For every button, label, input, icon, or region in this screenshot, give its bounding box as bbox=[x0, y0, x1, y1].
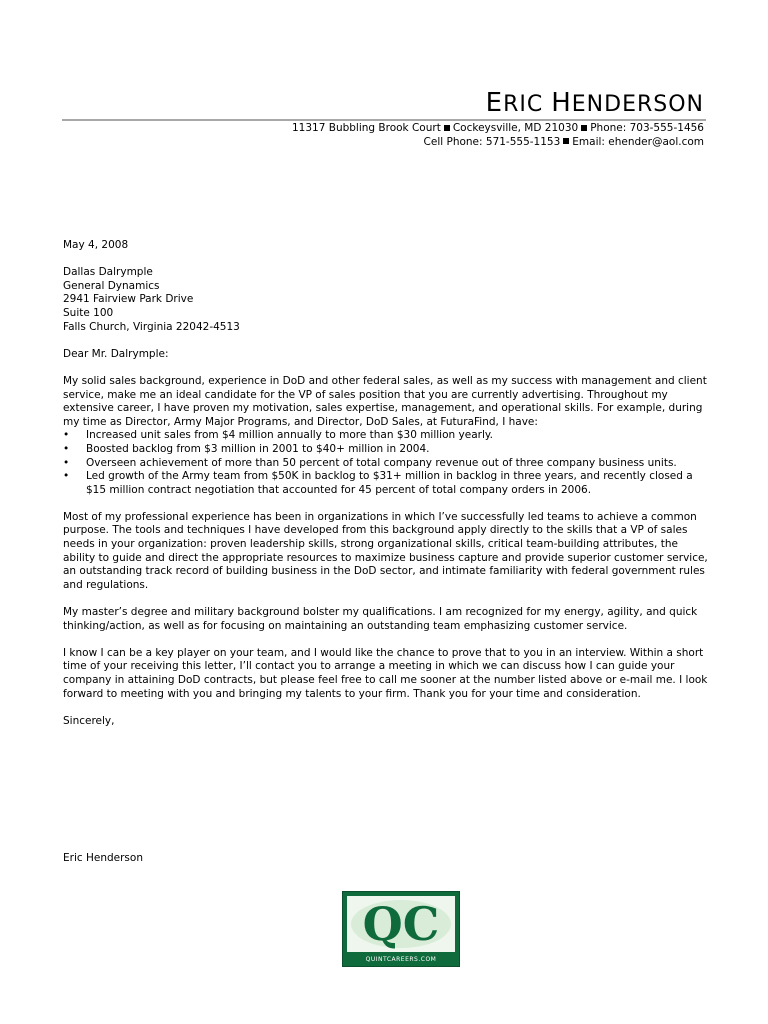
name-first-rest: RIC bbox=[503, 92, 544, 117]
list-item: • Increased unit sales from $4 million annually to more than $30 million yearly. bbox=[63, 429, 708, 443]
phone: Phone: 703-555-1456 bbox=[590, 122, 704, 134]
closing: Sincerely, bbox=[63, 714, 115, 727]
recipient-line: Suite 100 bbox=[63, 306, 114, 319]
name-first-initial: E bbox=[485, 88, 504, 118]
signature-name: Eric Henderson bbox=[63, 852, 143, 864]
sender-name bbox=[486, 88, 704, 120]
intro-paragraph: My solid sales background, experience in DoD and other federal sales, as well as my success with management and client service, make me an ideal candidate for the VP of sales position that you are currently advertising. Throughout my extensive career, I have proven my motivation, sales expertise, management, and operational skills. For example, during my time as Director, Army Major Programs, and Director, DoD Sales, at FuturaFind, I have: bbox=[63, 374, 707, 428]
list-item: • Boosted backlog from $3 million in 2001 to $40+ million in 2004. bbox=[63, 443, 708, 457]
qc-logo-icon bbox=[347, 896, 455, 952]
list-item: • Overseen achievement of more than 50 percent of total company revenue out of three company business units. bbox=[63, 457, 708, 471]
contact-line-2 bbox=[292, 136, 704, 150]
recipient-line: Dallas Dalrymple bbox=[63, 266, 153, 279]
square-bullet-icon bbox=[444, 125, 450, 131]
logo-footer: QUINTCAREERS.COM bbox=[365, 956, 437, 963]
recipient-line: 2941 Fairview Park Drive bbox=[63, 293, 194, 306]
paragraph-closing-pitch: I know I can be a key player on your team, and I would like the chance to prove that to you in an interview. Within a short time of your receiving this letter, I’ll contact you to arrange a meeting in which we can discuss how I can guide your company in attaining DoD contracts, but please feel free to call me sooner at the number listed above or e-mail me. I look forward to meeting with you and bringing my talents to your firm. Thank you for your time and consideration. bbox=[63, 646, 708, 700]
name-last-initial: H bbox=[551, 88, 572, 118]
contact-line-1 bbox=[292, 122, 704, 136]
square-bullet-icon bbox=[581, 125, 587, 131]
email: Email: ehender@aol.com bbox=[572, 135, 704, 148]
logo-mark: QC bbox=[362, 897, 440, 951]
list-item: • Led growth of the Army team from $50K in backlog to $31+ million in backlog in three years, and recently closed a $15 million contract negotiation that accounted for 45 percent of total company orders in 2006. bbox=[63, 470, 708, 497]
address-street: 11317 Bubbling Brook Court bbox=[292, 122, 441, 134]
address-city: Cockeysville, MD 21030 bbox=[452, 122, 579, 134]
letter-date: May 4, 2008 bbox=[63, 239, 129, 251]
achievements-list bbox=[63, 429, 708, 497]
quintcareers-logo[interactable] bbox=[342, 891, 460, 967]
cell-phone: Cell Phone: 571-555-1153 bbox=[423, 135, 561, 148]
contact-block bbox=[292, 122, 704, 149]
header-rule bbox=[62, 119, 706, 121]
paragraph-qualifications: My master’s degree and military background bolster my qualifications. I am recognized for my energy, agility, and quick thinking/action, as well as for focusing on maintaining an outstanding team emphasizing customer service. bbox=[63, 606, 698, 632]
name-last-rest: ENDERSON bbox=[571, 92, 704, 117]
salutation: Dear Mr. Dalrymple: bbox=[63, 347, 169, 360]
recipient-line: Falls Church, Virginia 22042-4513 bbox=[63, 320, 240, 333]
square-bullet-icon bbox=[563, 138, 569, 144]
recipient-line: General Dynamics bbox=[63, 279, 160, 292]
recipient-block bbox=[63, 266, 708, 334]
paragraph-experience: Most of my professional experience has been in organizations in which I’ve successfully led teams to achieve a common purpose. The tools and techniques I have developed from this background apply directly to the skills that a VP of sales needs in your organization: proven leadership skills, strong organizational skills, critical team-building attributes, the ability to guide and direct the appropriate resources to maximize business capture and provide superior customer service, an outstanding track record of building business in the DoD sector, and intimate familiarity with federal government rules and regulations. bbox=[63, 510, 708, 591]
letter-body bbox=[63, 239, 708, 728]
